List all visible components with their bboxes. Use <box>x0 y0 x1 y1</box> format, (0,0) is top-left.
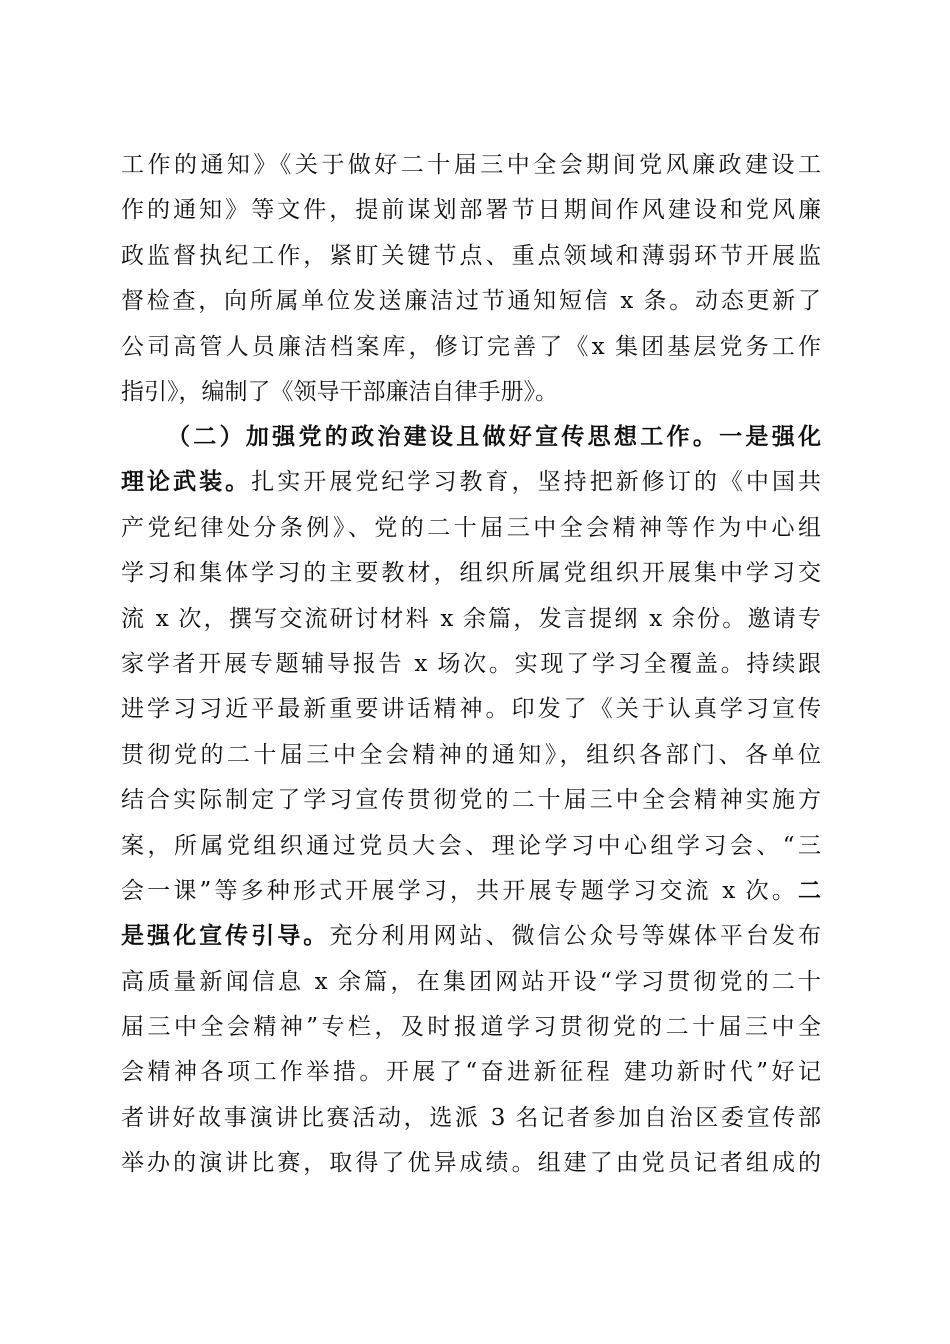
text-line: 举办的演讲比赛，取得了优异成绩。组建了由党员记者组成的 <box>121 1150 821 1177</box>
bold-phrase: 是强化宣传引导。 <box>121 923 330 950</box>
text-line: 案，所属党组织通过党员大会、理论学习中心组学习会、“三 <box>121 832 821 859</box>
text-segment: 会一课”等多种形式开展学习，共开展专题学习交流 x 次。 <box>121 877 798 904</box>
bold-phrase: 理论武装。 <box>121 469 252 496</box>
bold-phrase: 二 <box>798 877 821 904</box>
text-line: 者讲好故事演讲比赛活动，选派 3 名记者参加自治区委宣传部 <box>121 1104 821 1131</box>
text-line: 作的通知》等文件，提前谋划部署节日期间作风建设和党风廉 <box>121 197 821 224</box>
text-line <box>121 914 821 959</box>
text-line: 产党纪律处分条例》、党的二十届三中全会精神等作为中心组 <box>121 514 821 541</box>
section-heading-line: （二）加强党的政治建设且做好宣传思想工作。一是强化 <box>167 424 821 450</box>
text-line: 督检查，向所属单位发送廉洁过节通知短信 x 条。动态更新了 <box>121 288 821 315</box>
text-line: 流 x 次，撰写交流研讨材料 x 余篇，发言提纲 x 余份。邀请专 <box>121 605 821 632</box>
text-line: 指引》，编制了《领导干部廉洁自律手册》。 <box>121 378 558 405</box>
text-line: 结合实际制定了学习宣传贯彻党的二十届三中全会精神实施方 <box>121 787 821 814</box>
text-line: 进学习习近平最新重要讲话精神。印发了《关于认真学习宣传 <box>121 696 821 723</box>
text-line: 政监督执纪工作，紧盯关键节点、重点领域和薄弱环节开展监 <box>121 242 821 269</box>
text-segment: 充分利用网站、微信公众号等媒体平台发布 <box>329 923 822 950</box>
text-line: 高质量新闻信息 x 余篇，在集团网站开设“学习贯彻党的二十 <box>121 968 821 995</box>
text-line: 家学者开展专题辅导报告 x 场次。实现了学习全覆盖。持续跟 <box>121 650 821 677</box>
text-line: 公司高管人员廉洁档案库，修订完善了《x 集团基层党务工作 <box>121 333 821 360</box>
text-line <box>121 460 821 505</box>
text-line: 工作的通知》《关于做好二十届三中全会期间党风廉政建设工 <box>121 152 821 178</box>
paragraph-2 <box>121 415 821 1187</box>
text-line: 贯彻党的二十届三中全会精神的通知》，组织各部门、各单位 <box>121 741 821 768</box>
paragraph-1 <box>121 143 821 415</box>
text-line: 会精神各项工作举措。开展了“奋进新征程 建功新时代”好记 <box>121 1059 821 1086</box>
text-line: 届三中全会精神”专栏，及时报道学习贯彻党的二十届三中全 <box>121 1014 821 1041</box>
text-line <box>121 869 821 914</box>
text-segment: 扎实开展党纪学习教育，坚持把新修订的《中国共 <box>251 469 822 496</box>
text-line: 学习和集体学习的主要教材，组织所属党组织开展集中学习交 <box>121 560 821 587</box>
